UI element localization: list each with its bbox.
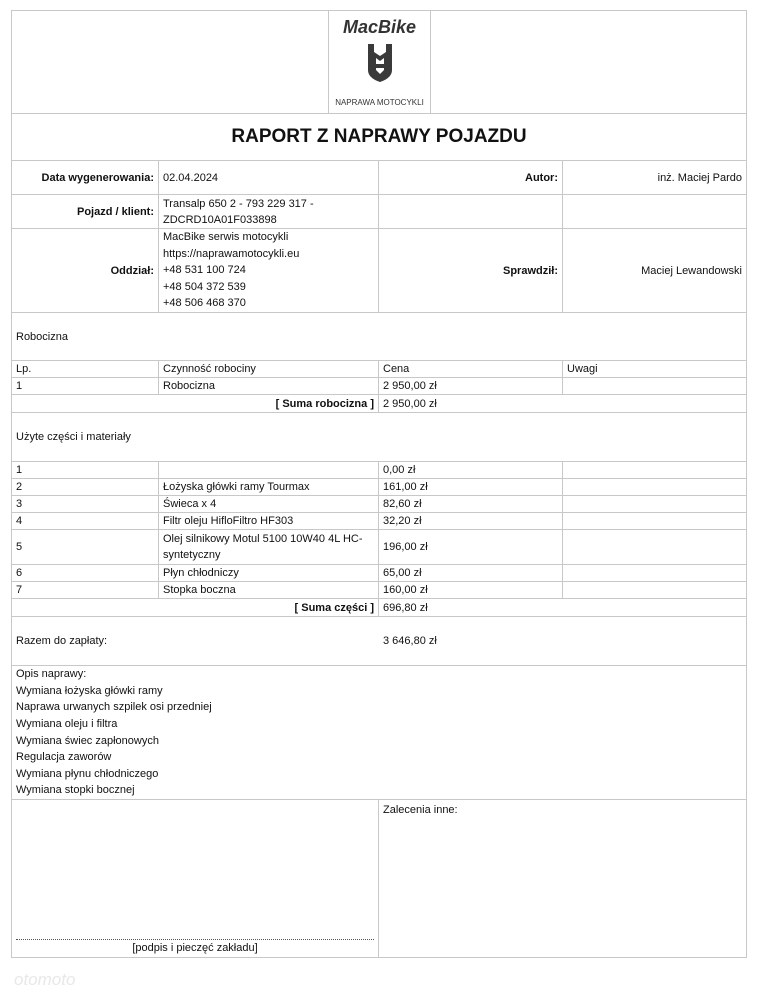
row-lp: 4 bbox=[12, 513, 159, 530]
parts-section-title: Użyte części i materiały bbox=[12, 413, 746, 462]
date-value: 02.04.2024 bbox=[159, 161, 379, 195]
row-price: 0,00 zł bbox=[379, 462, 563, 479]
description-line: Wymiana oleju i filtra bbox=[16, 717, 118, 730]
empty-cell bbox=[563, 195, 746, 229]
row-note bbox=[563, 479, 746, 496]
logo-subtitle: NAPRAWA MOTOCYKLI bbox=[335, 98, 424, 107]
description-line: Naprawa urwanych szpilek osi przedniej bbox=[16, 701, 212, 714]
row-note bbox=[563, 582, 746, 599]
date-label: Data wygenerowania: bbox=[12, 161, 159, 195]
branch-phone: +48 504 372 539 bbox=[163, 280, 246, 293]
branch-label: Oddział: bbox=[12, 229, 159, 313]
parts-sum-label: [ Suma części ] bbox=[12, 599, 379, 617]
table-row bbox=[12, 479, 746, 496]
author-label: Autor: bbox=[379, 161, 563, 195]
row-note bbox=[563, 530, 746, 565]
row-note bbox=[563, 496, 746, 513]
vehicle-label: Pojazd / klient: bbox=[12, 195, 159, 229]
signature-area bbox=[12, 800, 379, 957]
row-price: 82,60 zł bbox=[379, 496, 563, 513]
parts-sum-value: 696,80 zł bbox=[379, 599, 746, 617]
row-name: Świeca x 4 bbox=[159, 496, 379, 513]
branch-details bbox=[159, 229, 379, 313]
row-lp: 6 bbox=[12, 565, 159, 582]
empty-cell bbox=[379, 195, 563, 229]
total-row bbox=[12, 617, 746, 666]
table-row bbox=[12, 513, 746, 530]
row-note bbox=[563, 565, 746, 582]
footer bbox=[12, 800, 746, 957]
row-lp: 3 bbox=[12, 496, 159, 513]
row-price: 160,00 zł bbox=[379, 582, 563, 599]
logo bbox=[328, 11, 431, 113]
repair-report bbox=[11, 10, 747, 958]
branch-website: https://naprawamotocykli.eu bbox=[163, 247, 300, 260]
signature-label: [podpis i pieczęć zakładu] bbox=[132, 942, 258, 954]
row-price: 32,20 zł bbox=[379, 513, 563, 530]
row-price: 2 950,00 zł bbox=[379, 378, 563, 395]
row-lp: 1 bbox=[12, 378, 159, 395]
col-notes: Uwagi bbox=[563, 361, 746, 378]
row-price: 65,00 zł bbox=[379, 565, 563, 582]
row-name: Filtr oleju HifloFiltro HF303 bbox=[159, 513, 379, 530]
labor-sum-row bbox=[12, 395, 746, 413]
row-name: Łożyska główki ramy Tourmax bbox=[159, 479, 379, 496]
vehicle-value: Transalp 650 2 - 793 229 317 - ZDCRD10A01F033898 bbox=[159, 195, 379, 229]
signature-line bbox=[16, 939, 374, 940]
watermark: otomoto bbox=[14, 970, 76, 989]
recommendations-label: Zalecenia inne: bbox=[383, 804, 458, 816]
branch-name: MacBike serwis motocykli bbox=[163, 231, 289, 244]
description-line: Regulacja zaworów bbox=[16, 751, 112, 764]
row-lp: 7 bbox=[12, 582, 159, 599]
row-name: Olej silnikowy Motul 5100 10W40 4L HC-syntetyczny bbox=[159, 530, 379, 565]
branch-phone: +48 531 100 724 bbox=[163, 264, 246, 277]
row-name: Stopka boczna bbox=[159, 582, 379, 599]
row-lp: 5 bbox=[12, 530, 159, 565]
col-price: Cena bbox=[379, 361, 563, 378]
row-note bbox=[563, 513, 746, 530]
row-name: Płyn chłodniczy bbox=[159, 565, 379, 582]
description-line: Wymiana płynu chłodniczego bbox=[16, 767, 159, 780]
table-row bbox=[12, 462, 746, 479]
wrench-shield-icon bbox=[360, 40, 400, 84]
table-row bbox=[12, 530, 746, 565]
parts-sum-row bbox=[12, 599, 746, 617]
row-name bbox=[159, 462, 379, 479]
total-label: Razem do zapłaty: bbox=[12, 617, 379, 666]
row-note bbox=[563, 378, 746, 395]
row-note bbox=[563, 462, 746, 479]
logo-brand: MacBike bbox=[342, 17, 417, 37]
table-row bbox=[12, 378, 746, 395]
author-value: inż. Maciej Pardo bbox=[563, 161, 746, 195]
branch-phone: +48 506 468 370 bbox=[163, 297, 246, 310]
total-value: 3 646,80 zł bbox=[379, 617, 746, 666]
col-lp: Lp. bbox=[12, 361, 159, 378]
labor-sum-label: [ Suma robocizna ] bbox=[12, 395, 379, 413]
row-name: Robocizna bbox=[159, 378, 379, 395]
labor-sum-value: 2 950,00 zł bbox=[379, 395, 746, 413]
labor-table-header bbox=[12, 361, 746, 378]
col-activity: Czynność robociny bbox=[159, 361, 379, 378]
description-line: Wymiana stopki bocznej bbox=[16, 784, 135, 797]
description-line: Wymiana świec zapłonowych bbox=[16, 734, 159, 747]
table-row bbox=[12, 496, 746, 513]
description-line: Wymiana łożyska główki ramy bbox=[16, 684, 163, 697]
repair-description bbox=[12, 666, 746, 800]
row-lp: 2 bbox=[12, 479, 159, 496]
description-label: Opis naprawy: bbox=[16, 668, 87, 681]
table-row bbox=[12, 565, 746, 582]
row-price: 196,00 zł bbox=[379, 530, 563, 565]
table-row bbox=[12, 582, 746, 599]
checked-value: Maciej Lewandowski bbox=[563, 229, 746, 313]
page-title: RAPORT Z NAPRAWY POJAZDU bbox=[12, 113, 746, 161]
row-lp: 1 bbox=[12, 462, 159, 479]
checked-label: Sprawdził: bbox=[379, 229, 563, 313]
row-price: 161,00 zł bbox=[379, 479, 563, 496]
labor-section-title: Robocizna bbox=[12, 313, 746, 361]
